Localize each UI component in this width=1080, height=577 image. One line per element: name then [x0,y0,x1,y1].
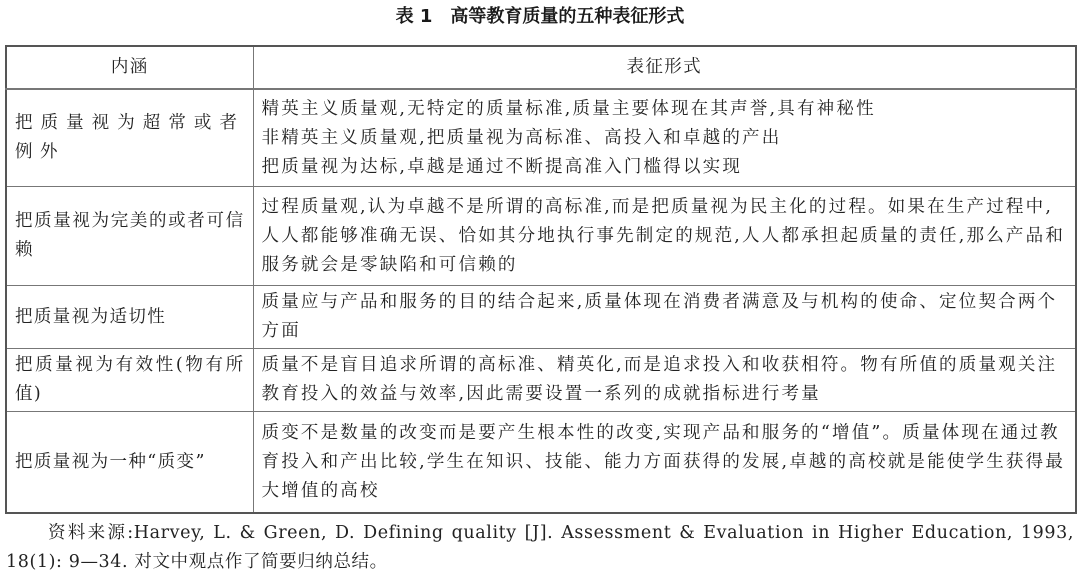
source-note: 资料来源:Harvey, L. & Green, D. Defining quality [J]. Assessment & Evaluation in Higher Education, 1993, 18(1): 9—34. 对文中观点作了简要归纳总结。 [6,523,1074,572]
table-row [6,89,1076,187]
forms-line: 把质量视为达标,卓越是通过不断提高准入门槛得以实现 [261,156,743,177]
forms-cell: 质量应与产品和服务的目的结合起来,质量体现在消费者满意及与机构的使命、定位契合两个方面 [253,286,1076,349]
table-number: 表 1 [395,6,433,27]
forms-line: 非精英主义质量观,把质量视为高标准、高投入和卓越的产出 [261,127,782,148]
table-row [6,187,1076,286]
table-row [6,349,1076,412]
table-caption [0,4,1080,30]
forms-cell: 质变不是数量的改变而是要产生根本性的改变,实现产品和服务的“增值”。质量体现在通过教育投入和产出比较,学生在知识、技能、能力方面获得的发展,卓越的高校就是能使学生获得最大增值的高校 [253,412,1076,514]
table-row [6,412,1076,514]
meaning-cell: 把质量视为有效性(物有所值) [6,349,253,412]
table-title: 高等教育质量的五种表征形式 [450,6,685,27]
column-header-meaning: 内涵 [6,46,253,89]
quality-forms-table [5,45,1077,514]
meaning-cell: 把质量视为一种“质变” [6,412,253,514]
forms-cell [253,89,1076,187]
meaning-cell: 把质量视为适切性 [6,286,253,349]
meaning-cell: 把质量视为完美的或者可信赖 [6,187,253,286]
column-header-forms: 表征形式 [253,46,1076,89]
meaning-cell: 把质量视为超常或者例外 [6,89,253,187]
table-header-row [6,46,1076,89]
forms-cell: 质量不是盲目追求所谓的高标准、精英化,而是追求投入和收获相符。物有所值的质量观关注教育投入的效益与效率,因此需要设置一系列的成就指标进行考量 [253,349,1076,412]
forms-line: 精英主义质量观,无特定的质量标准,质量主要体现在其声誉,具有神秘性 [261,98,876,119]
table-row [6,286,1076,349]
forms-cell: 过程质量观,认为卓越不是所谓的高标准,而是把质量视为民主化的过程。如果在生产过程中,人人都能够准确无误、恰如其分地执行事先制定的规范,人人都承担起质量的责任,那么产品和服务就会是零缺陷和可信赖的 [253,187,1076,286]
